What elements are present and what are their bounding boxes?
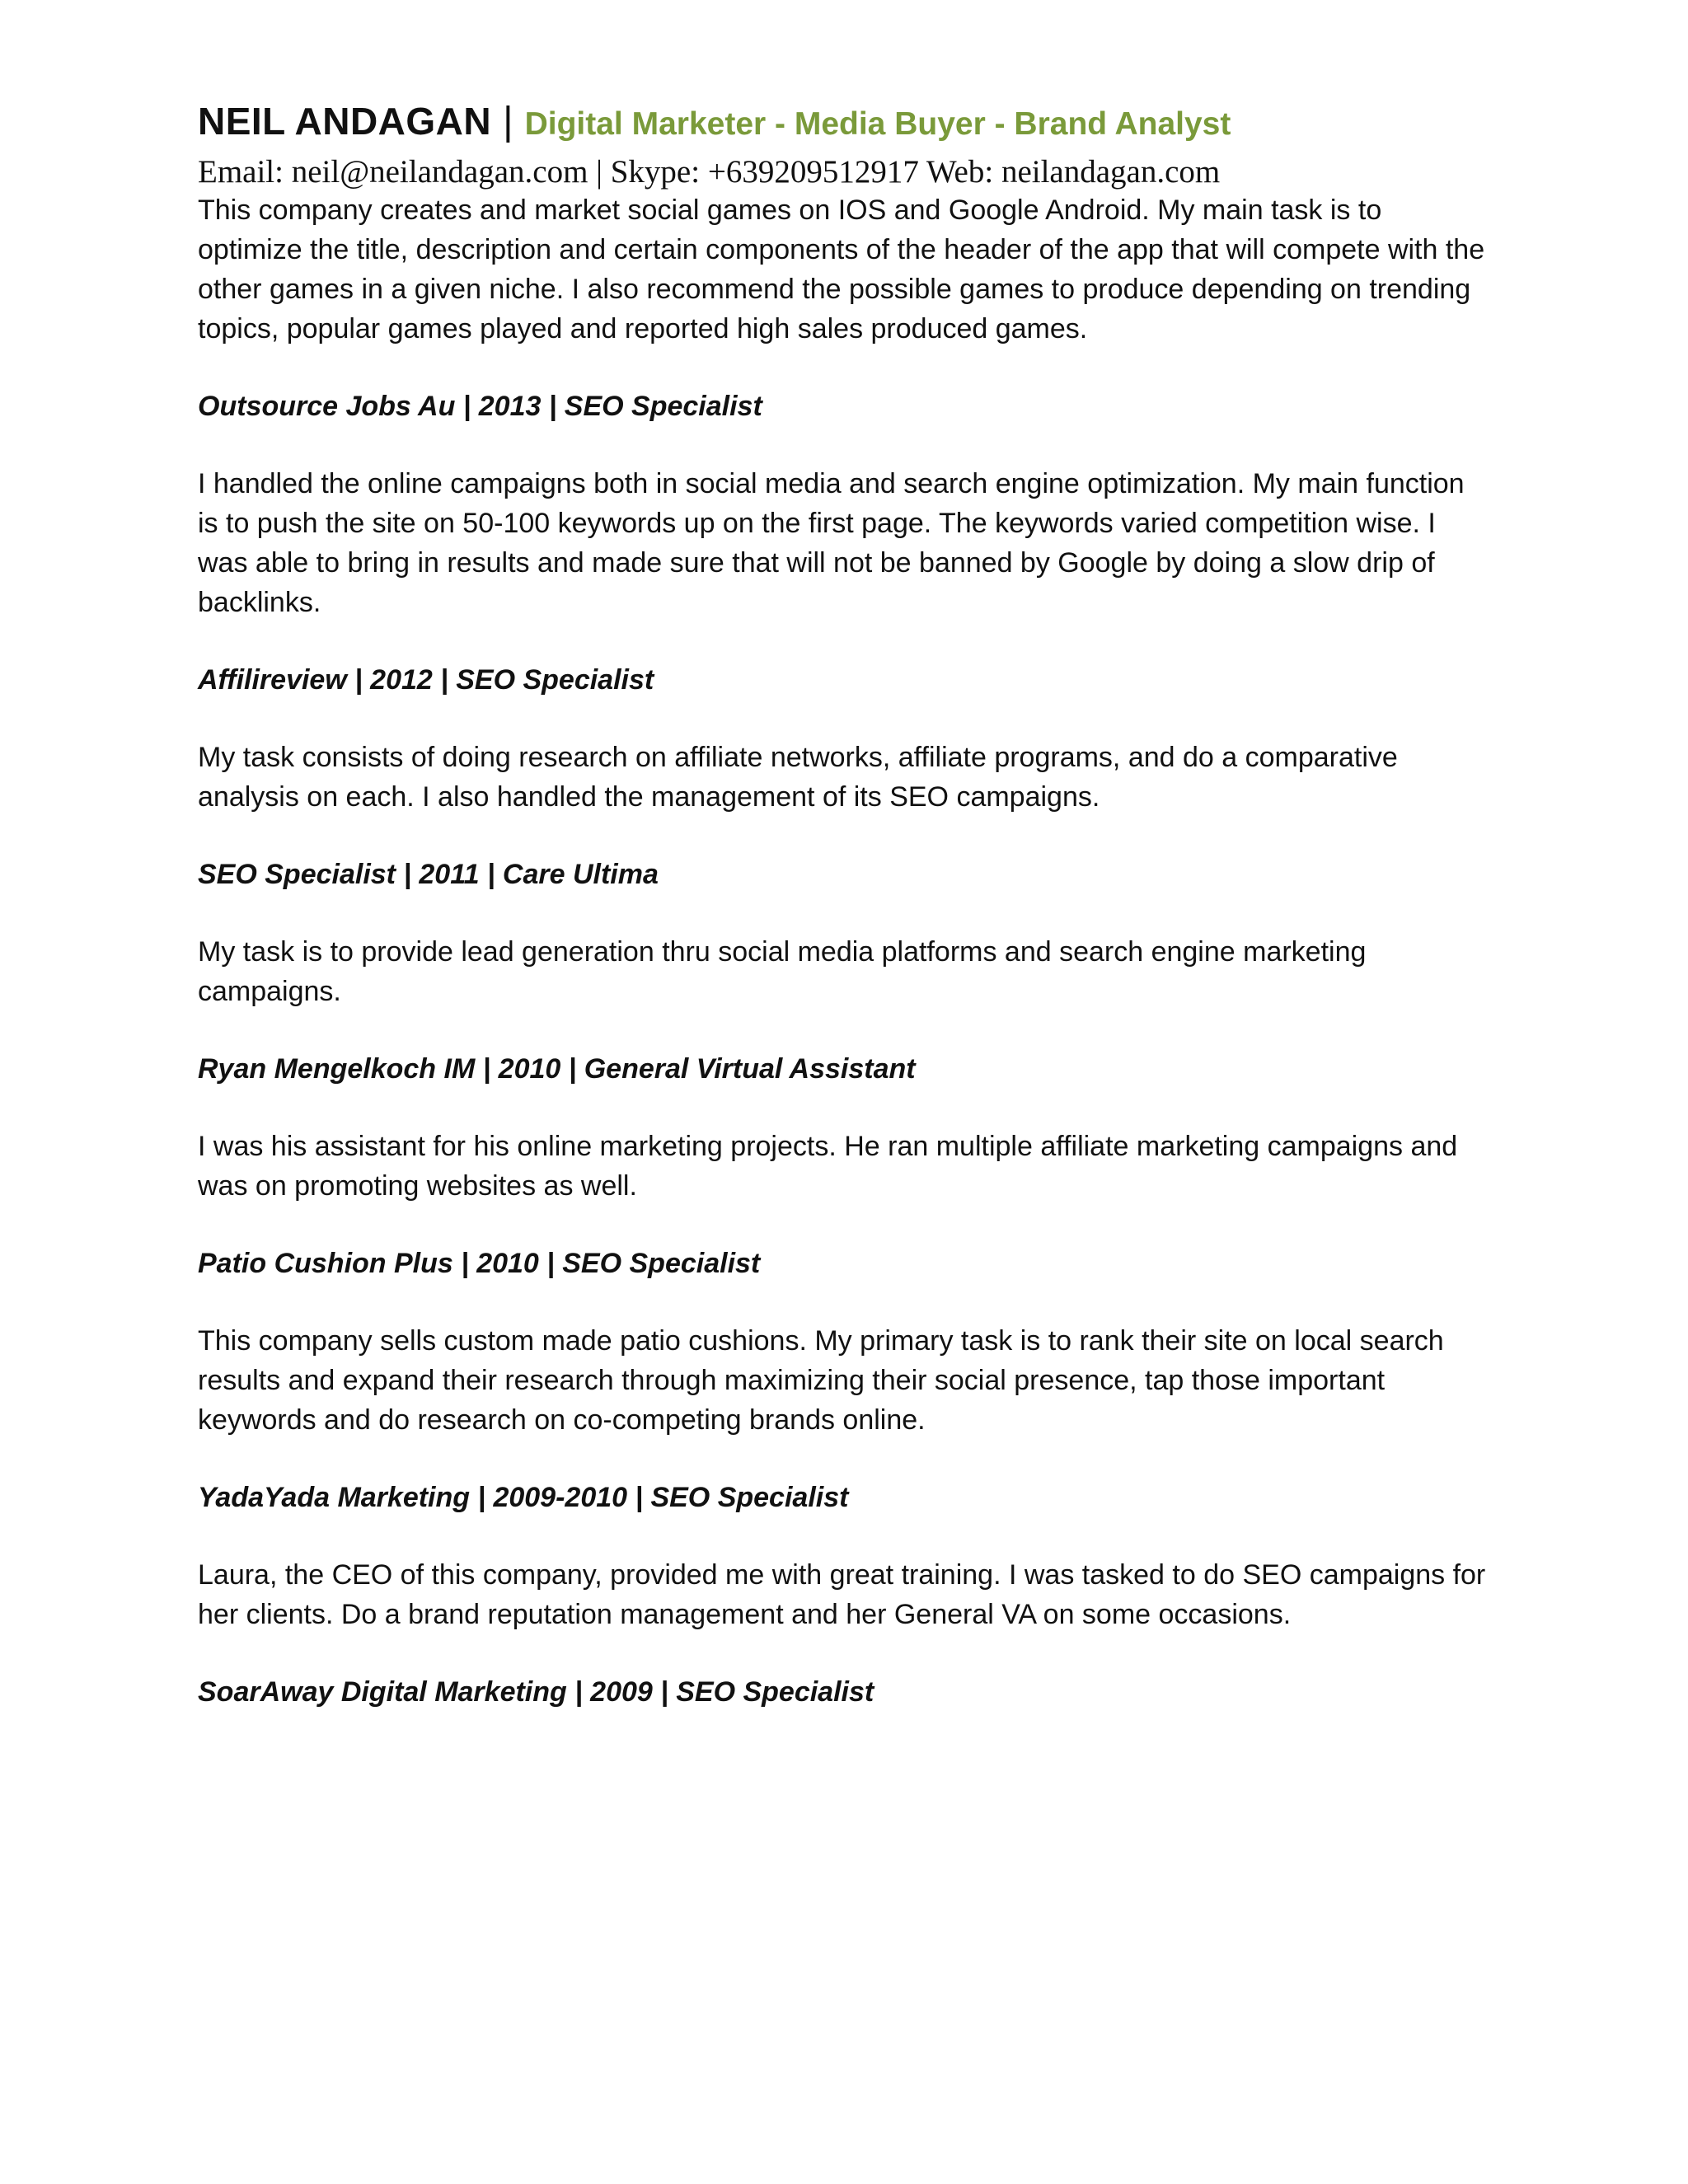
job-heading: Affilireview | 2012 | SEO Specialist [198, 664, 654, 696]
job-description: I handled the online campaigns both in social media and search engine optimization. My main function is to push the site on 50-100 keywords up on the first page. The keywords varied competition wise. I was able to bring in results and made sure that will not be banned by Google by doing a slow drip of backlinks. [198, 468, 1465, 618]
job-heading: Ryan Mengelkoch IM | 2010 | General Virtual Assistant [198, 1053, 916, 1085]
candidate-name: NEIL ANDAGAN [198, 100, 492, 143]
resume-header [198, 99, 1492, 152]
resume-page [198, 99, 1492, 1750]
job-description: My task consists of doing research on affiliate networks, affiliate programs, and do a comparative analysis on each. I also handled the management of its SEO campaigns. [198, 742, 1398, 813]
job-heading: Outsource Jobs Au | 2013 | SEO Specialist [198, 391, 762, 422]
intro-paragraph: This company creates and market social games on IOS and Google Android. My main task is to optimize the title, description and certain components of the header of the app that will compete with the other games in a given niche. I also recommend the possible games to produce depending on trending topics, popular games played and reported high sales produced games. [198, 194, 1485, 344]
candidate-title: Digital Marketer - Media Buyer - Brand Analyst [524, 106, 1231, 142]
job-description: I was his assistant for his online marketing projects. He ran multiple affiliate marketing campaigns and was on promoting websites as well. [198, 1131, 1458, 1202]
job-heading: SoarAway Digital Marketing | 2009 | SEO Specialist [198, 1676, 874, 1708]
job-description: Laura, the CEO of this company, provided me with great training. I was tasked to do SEO campaigns for her clients. Do a brand reputation management and her General VA on some occasions. [198, 1559, 1486, 1630]
job-heading: YadaYada Marketing | 2009-2010 | SEO Specialist [198, 1482, 849, 1513]
job-heading: Patio Cushion Plus | 2010 | SEO Specialist [198, 1248, 761, 1279]
contact-line: Email: neil@neilandagan.com | Skype: +639209512917 Web: neilandagan.com [198, 154, 1221, 190]
header-separator: | [503, 100, 513, 143]
job-heading: SEO Specialist | 2011 | Care Ultima [198, 859, 659, 890]
job-description: My task is to provide lead generation thru social media platforms and search engine marketing campaigns. [198, 936, 1367, 1007]
job-description: This company sells custom made patio cushions. My primary task is to rank their site on local search results and expand their research through maximizing their social presence, tap those important keywords and do research on co-competing brands online. [198, 1325, 1444, 1436]
